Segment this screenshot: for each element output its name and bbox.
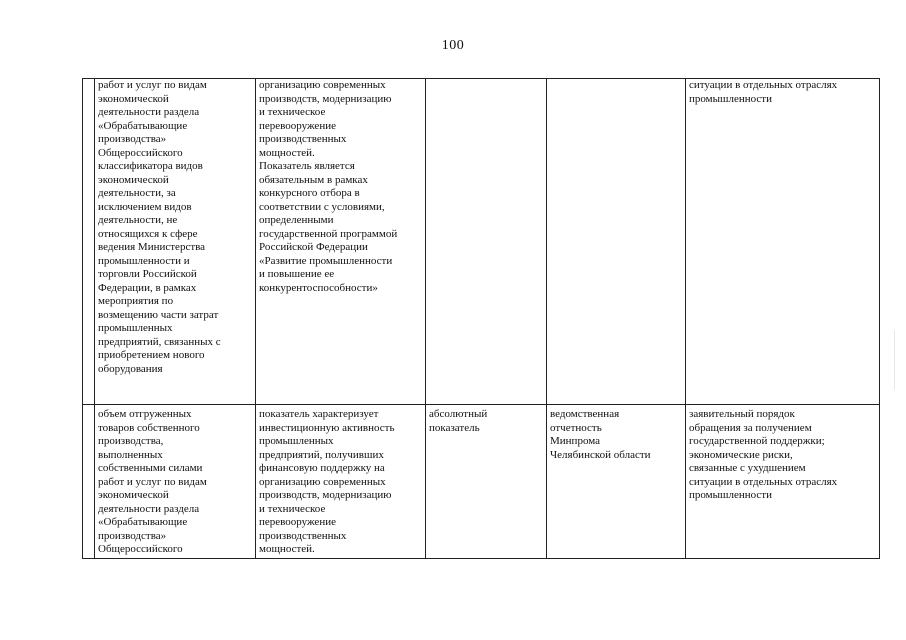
risk-factors-cell: ситуации в отдельных отраслях промышленности [686, 79, 880, 405]
indicator-name-cell: объем отгруженных товаров собственного производства, выполненных собственными силами работ и услуг по видам экономической деятельности раздела «Обрабатывающие производства» Общероссийского [95, 405, 256, 559]
data-source-cell [547, 79, 686, 405]
table-row [83, 79, 880, 405]
indicator-description-cell: показатель характеризует инвестиционную активность промышленных предприятий, получивших финансовую поддержку на организацию современных производств, модернизацию и техническое перевооружение производственных мощностей. [256, 405, 426, 559]
indicator-type-cell: абсолютный показатель [426, 405, 547, 559]
row-number-cell [83, 79, 95, 405]
indicator-description-cell: организацию современных производств, модернизацию и техническое перевооружение производственных мощностей. Показатель является обязательным в рамках конкурсного отбора в соответствии с условиями, определенными государственной программой Российской Федерации «Развитие промышленности и повышение ее конкурентоспособности» [256, 79, 426, 405]
indicator-name-cell: работ и услуг по видам экономической деятельности раздела «Обрабатывающие производства» Общероссийского классификатора видов экономической деятельности, за исключением видов деятельности, не относящихся к сфере ведения Министерства промышленности и торговли Российской Федерации, в рамках мероприятия по возмещению части затрат промышленных предприятий, связанных с приобретением нового оборудования [95, 79, 256, 405]
risk-factors-cell: заявительный порядок обращения за получением государственной поддержки; экономические риски, связанные с ухудшением ситуации в отдельных отраслях промышленности [686, 405, 880, 559]
data-source-cell: ведомственная отчетность Минпрома Челябинской области [547, 405, 686, 559]
indicator-type-cell [426, 79, 547, 405]
row-number-cell [83, 405, 95, 559]
page-number: 100 [441, 38, 465, 53]
indicator-table [82, 78, 880, 559]
scan-edge-mark [894, 330, 895, 390]
table-row [83, 405, 880, 559]
